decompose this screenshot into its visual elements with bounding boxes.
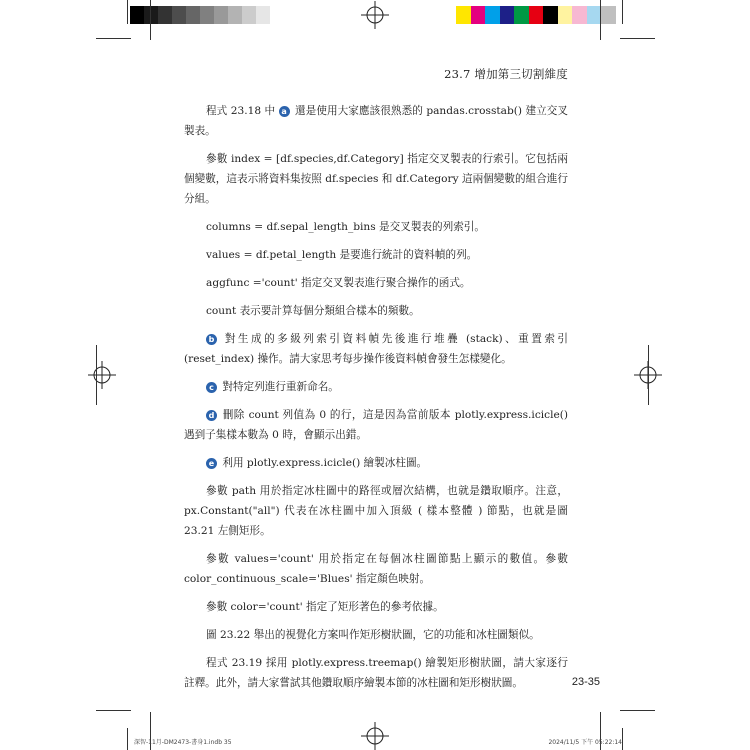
paragraph-text: aggfunc ='count' 指定交叉製表進行聚合操作的函式。 (206, 277, 471, 289)
crop-mark (96, 345, 97, 405)
color-swatch (543, 6, 558, 24)
running-head: 23.7 增加第三切割維度 (444, 67, 568, 81)
paragraph-text: 利用 plotly.express.icicle() 繪製冰柱圖。 (219, 457, 428, 469)
color-swatch (256, 6, 270, 24)
registration-mark-icon (361, 722, 389, 750)
crop-mark (600, 0, 601, 40)
registration-mark-icon (361, 1, 389, 29)
paragraph-prefix: 程式 23.18 中 (206, 105, 279, 117)
paragraph (184, 405, 568, 445)
step-marker-icon: d (206, 410, 217, 421)
crop-mark (622, 0, 623, 24)
color-swatch (270, 6, 284, 24)
paragraph-text: 參數 index = [df.species,df.Category] 指定交叉製表的行索引。它包括兩個變數，這表示將資料集按照 df.species 和 df.Category 這兩個變數的組合進行分組。 (184, 153, 568, 205)
color-swatch (529, 6, 544, 24)
paragraph (184, 217, 568, 237)
color-swatch (144, 6, 158, 24)
paragraph-text: 對特定列進行重新命名。 (219, 381, 339, 393)
paragraph (184, 481, 568, 541)
paragraph (184, 549, 568, 589)
crop-mark (648, 345, 649, 405)
color-swatch (158, 6, 172, 24)
slug-timestamp: 2024/11/5 下午 05:22:14 (548, 739, 622, 746)
color-swatch (214, 6, 228, 24)
color-swatch (558, 6, 573, 24)
crop-mark (620, 38, 655, 39)
paragraph (184, 301, 568, 321)
grayscale-calibration-bar (130, 6, 284, 24)
color-swatch (186, 6, 200, 24)
paragraph-text: 圖 23.22 舉出的視覺化方案叫作矩形樹狀圖，它的功能和冰柱圖類似。 (206, 629, 540, 641)
paragraph-text: columns = df.sepal_length_bins 是交叉製表的列索引。 (206, 221, 485, 233)
paragraph-text: 參數 color='count' 指定了矩形著色的參考依據。 (206, 601, 444, 613)
paragraph (184, 625, 568, 645)
paragraph-text: 程式 23.19 採用 plotly.express.treemap() 繪製矩形樹狀圖，請大家逐行註釋。此外，請大家嘗試其他鑽取順序繪製本節的冰柱圖和矩形樹狀圖。 (184, 657, 568, 689)
paragraph (184, 101, 568, 141)
step-marker-icon: e (206, 458, 217, 469)
crop-mark (620, 710, 655, 711)
color-swatch (572, 6, 587, 24)
crop-mark (127, 728, 128, 750)
step-marker-icon: c (206, 382, 217, 393)
color-swatch (172, 6, 186, 24)
paragraph-text: 參數 path 用於指定冰柱圖中的路徑或層次結構，也就是鑽取順序。注意，px.Constant("all") 代表在冰柱圖中加入頂級 ( 樣本整體 ) 節點，也就是圖 23.21 左側矩形。 (184, 485, 568, 537)
crop-mark (127, 0, 128, 24)
paragraph (184, 597, 568, 617)
color-swatch (456, 6, 471, 24)
crop-mark (96, 38, 131, 39)
paragraph-text: 參數 values='count' 用於指定在每個冰柱圖節點上顯示的數值。參數 color_continuous_scale='Blues' 指定顏色映射。 (184, 553, 568, 585)
color-swatch (471, 6, 486, 24)
color-swatch (130, 6, 144, 24)
color-calibration-bar (456, 6, 616, 24)
registration-mark-icon (88, 361, 116, 389)
crop-mark (96, 710, 131, 711)
paragraph (184, 329, 568, 369)
page-number: 23-35 (571, 676, 600, 688)
paragraph (184, 453, 568, 473)
color-swatch (485, 6, 500, 24)
paragraph-text: 刪除 count 列值為 0 的行，這是因為當前版本 plotly.express.icicle() 遇到子集樣本數為 0 時，會顯示出錯。 (184, 409, 568, 441)
color-swatch (228, 6, 242, 24)
paragraph (184, 273, 568, 293)
crop-mark (622, 728, 623, 750)
paragraph-text: count 表示要計算每個分類組合樣本的頻數。 (206, 305, 420, 317)
paragraph (184, 653, 568, 693)
color-swatch (587, 6, 602, 24)
color-swatch (601, 6, 616, 24)
color-swatch (200, 6, 214, 24)
paragraph (184, 377, 568, 397)
paragraph (184, 149, 568, 209)
color-swatch (514, 6, 529, 24)
paragraph-text: 對生成的多級列索引資料幀先後進行堆疊 (stack)、重置索引 (reset_index) 操作。請大家思考每步操作後資料幀會發生怎樣變化。 (184, 333, 568, 365)
body-text (184, 101, 568, 701)
paragraph-text: 還是使用大家應該很熟悉的 pandas.crosstab() 建立交叉製表。 (184, 105, 568, 137)
crop-mark (150, 0, 151, 40)
step-marker-icon: a (279, 106, 290, 117)
paragraph (184, 245, 568, 265)
step-marker-icon: b (206, 334, 217, 345)
paragraph-text: values = df.petal_length 是要進行統計的資料幀的列。 (206, 249, 478, 261)
slug-file-info: 深智-11月-DM2473-書身1.indb 35 (134, 739, 232, 746)
color-swatch (242, 6, 256, 24)
color-swatch (500, 6, 515, 24)
